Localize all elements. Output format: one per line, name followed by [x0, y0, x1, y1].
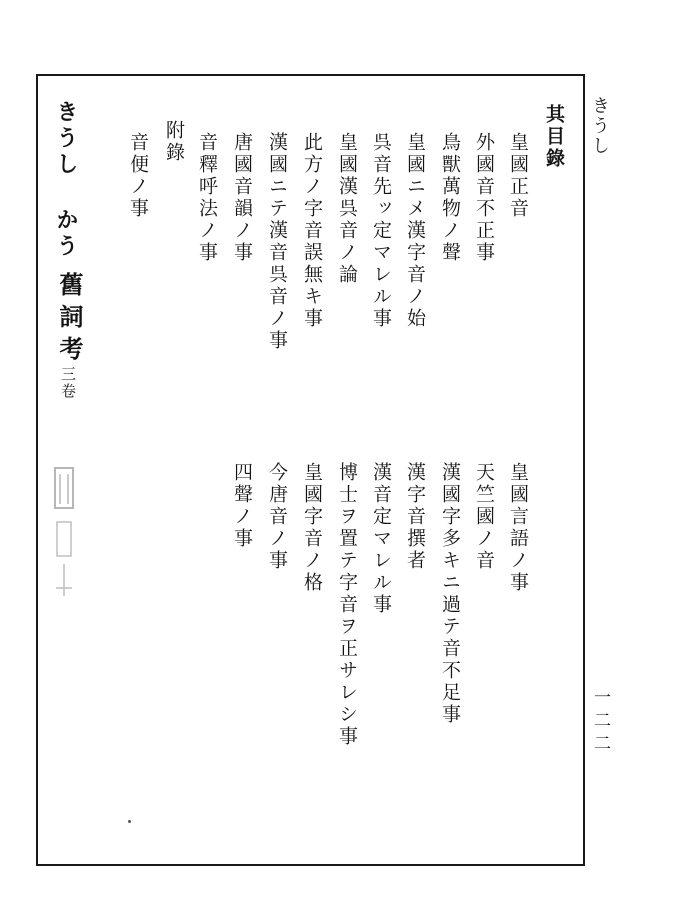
toc-heading: 其目錄: [543, 104, 565, 170]
appendix-heading: 附錄: [163, 120, 185, 164]
toc-item: 外國音不正事: [473, 132, 495, 264]
toc-item: 皇國字音ノ格: [301, 462, 323, 594]
toc-item: 今唐音ノ事: [266, 462, 288, 572]
spine-category: きうし かう: [53, 100, 79, 260]
book-title: 舊詞考: [55, 272, 84, 368]
toc-item: 唐國音韻ノ事: [231, 132, 253, 264]
volume-label: 三卷: [59, 366, 77, 400]
toc-item: 音釋呼法ノ事: [196, 132, 218, 264]
toc-item: 皇國正音: [507, 132, 529, 220]
toc-item: 四聲ノ事: [231, 462, 253, 550]
page-number: 一二二: [590, 688, 610, 757]
toc-item: 漢國ニテ漢音呉音ノ事: [266, 132, 288, 352]
toc-item: 音便ノ事: [127, 132, 149, 220]
ink-speck: [128, 820, 131, 823]
toc-item: 博士ヲ置テ字音ヲ正サレシ事: [336, 462, 358, 748]
toc-item: 皇國漢呉音ノ論: [336, 132, 358, 286]
toc-item: 漢音定マレル事: [370, 462, 392, 616]
toc-item: 漢字音撰者: [404, 462, 426, 572]
toc-item: 此方ノ字音誤無キ事: [301, 132, 323, 330]
toc-item: 呉音先ッ定マレル事: [370, 132, 392, 330]
toc-item: 皇國ニメ漢字音ノ始: [404, 132, 426, 330]
toc-item: 天竺國ノ音: [473, 462, 495, 572]
toc-item: 鳥獸萬物ノ聲: [439, 132, 461, 264]
running-header: きうし: [589, 96, 610, 156]
toc-item: 皇國言語ノ事: [507, 462, 529, 594]
faded-stamp: [52, 460, 76, 600]
toc-item: 漢國字多キニ過テ音不足事: [439, 462, 461, 726]
